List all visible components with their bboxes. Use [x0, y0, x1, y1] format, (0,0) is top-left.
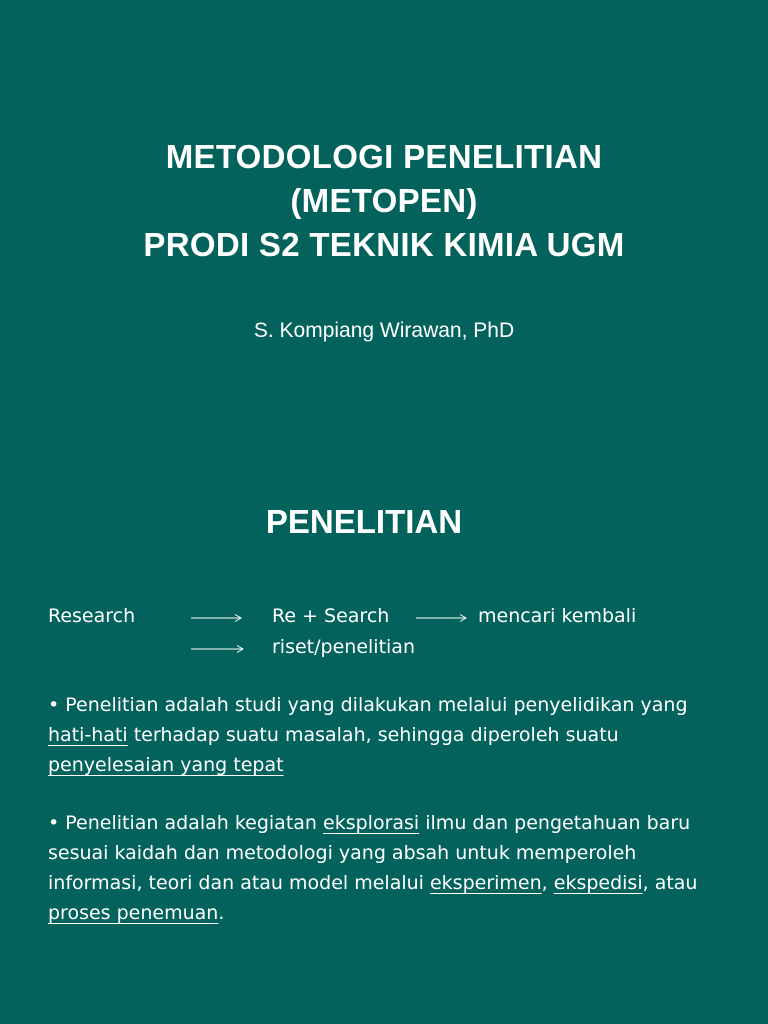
paragraph-text: Penelitian adalah studi yang dilakukan melalui penyelidikan yang — [65, 694, 688, 716]
word-research: Research — [48, 605, 136, 627]
paragraph-text: ilmu dan pengetahuan baru — [425, 812, 691, 834]
underlined-term: eksplorasi — [323, 812, 420, 834]
paragraph-text: terhadap suatu masalah, sehingga diperoleh suatu — [133, 724, 619, 746]
underlined-term: ekspedisi — [553, 872, 643, 894]
definition-paragraph-2 — [48, 808, 738, 928]
underlined-term: eksperimen — [429, 872, 542, 894]
author-name: S. Kompiang Wirawan, PhD — [253, 319, 515, 342]
paragraph-text: Penelitian adalah kegiatan — [65, 812, 317, 834]
arrow-right-icon — [415, 612, 469, 624]
bullet: • — [48, 812, 60, 834]
underlined-term: proses penemuan — [48, 902, 219, 924]
word-split: Re + Search — [272, 605, 390, 627]
paragraph-text: informasi, teori dan atau model melalui — [48, 872, 424, 894]
arrow-right-icon — [190, 612, 244, 624]
word-meaning: mencari kembali — [478, 605, 637, 627]
definition-paragraph-1 — [48, 690, 738, 780]
title-line-3: PRODI S2 TEKNIK KIMIA UGM — [143, 226, 625, 263]
word-translation: riset/penelitian — [272, 636, 415, 658]
title-line-1: METODOLOGI PENELITIAN — [165, 138, 603, 175]
paragraph-text: . — [218, 902, 225, 924]
title-line-2: (METOPEN) — [290, 182, 478, 219]
paragraph-text: , atau — [642, 872, 698, 894]
bullet: • — [48, 694, 60, 716]
section-heading: PENELITIAN — [265, 503, 463, 540]
paragraph-text: sesuai kaidah dan metodologi yang absah untuk memperoleh — [48, 842, 637, 864]
arrow-right-icon — [190, 643, 246, 655]
slide-title — [0, 135, 768, 267]
underlined-term: hati-hati — [48, 724, 128, 746]
paragraph-text: , — [541, 872, 548, 894]
underlined-term: penyelesaian yang tepat — [48, 754, 284, 776]
